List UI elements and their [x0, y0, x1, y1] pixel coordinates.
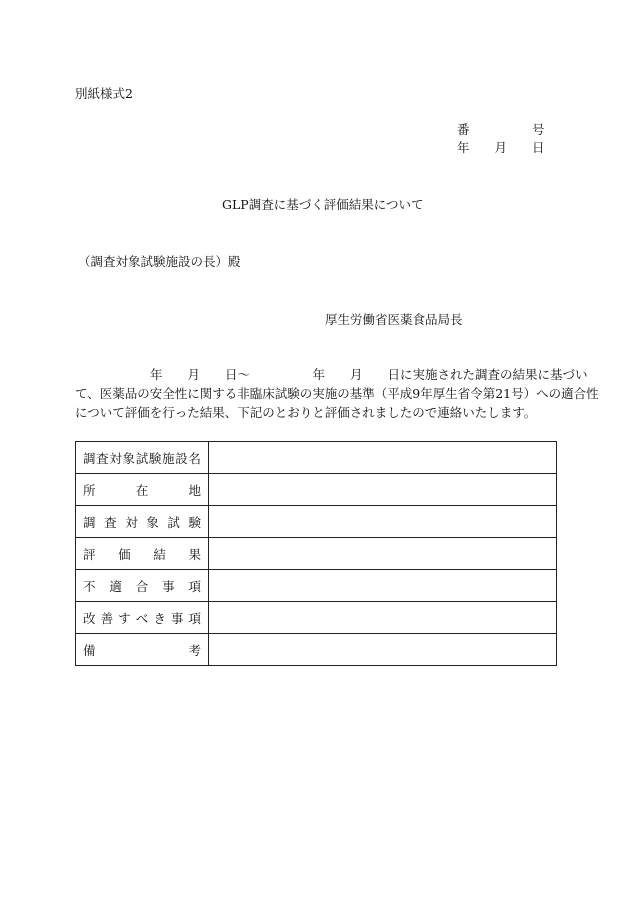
- table-row: [76, 602, 557, 634]
- row-label-cell: [76, 474, 209, 506]
- table-row: [76, 506, 557, 538]
- row-value-cell[interactable]: [209, 506, 557, 538]
- document-date-label: 年 月 日: [457, 140, 545, 155]
- row-label: 調 査 対 象 試 験 施 設 名: [83, 450, 201, 466]
- row-label: 改 善 す べ き 事 項: [83, 610, 201, 626]
- sender: 厚生労働省医薬食品局長: [325, 312, 463, 327]
- body-line-2: て、医薬品の安全性に関する非臨床試験の実施の基準（平成9年厚生省令第21号）への適合性: [75, 386, 599, 401]
- row-label: 調 査 対 象 試 験: [83, 514, 201, 530]
- table-row: [76, 474, 557, 506]
- row-label-cell: [76, 538, 209, 570]
- row-value-cell[interactable]: [209, 602, 557, 634]
- row-label: 不 適 合 事 項: [83, 578, 201, 594]
- row-label-cell: [76, 570, 209, 602]
- addressee: （調査対象試験施設の長）殿: [78, 254, 241, 269]
- table-row: [76, 570, 557, 602]
- evaluation-table: [75, 441, 557, 666]
- document-title: GLP調査に基づく評価結果について: [222, 197, 424, 212]
- body-line-1: 年 月 日～ 年 月 日に実施された調査の結果に基づい: [75, 367, 588, 382]
- table-row: [76, 634, 557, 666]
- row-label-cell: [76, 506, 209, 538]
- table-row: [76, 442, 557, 474]
- table-row: [76, 538, 557, 570]
- row-value-cell[interactable]: [209, 442, 557, 474]
- row-value-cell[interactable]: [209, 634, 557, 666]
- row-label-cell: [76, 442, 209, 474]
- form-id: 別紙様式2: [75, 86, 133, 101]
- row-value-cell[interactable]: [209, 474, 557, 506]
- row-label-cell: [76, 634, 209, 666]
- row-value-cell[interactable]: [209, 570, 557, 602]
- row-label-cell: [76, 602, 209, 634]
- body-line-3: について評価を行った結果、下記のとおりと評価されましたので連絡いたします。: [75, 405, 537, 420]
- row-label: 所 在 地: [83, 482, 201, 498]
- row-label: 評 価 結 果: [83, 546, 201, 562]
- document-number-label: 番 号: [457, 122, 545, 137]
- row-value-cell[interactable]: [209, 538, 557, 570]
- row-label: 備 考: [83, 642, 201, 658]
